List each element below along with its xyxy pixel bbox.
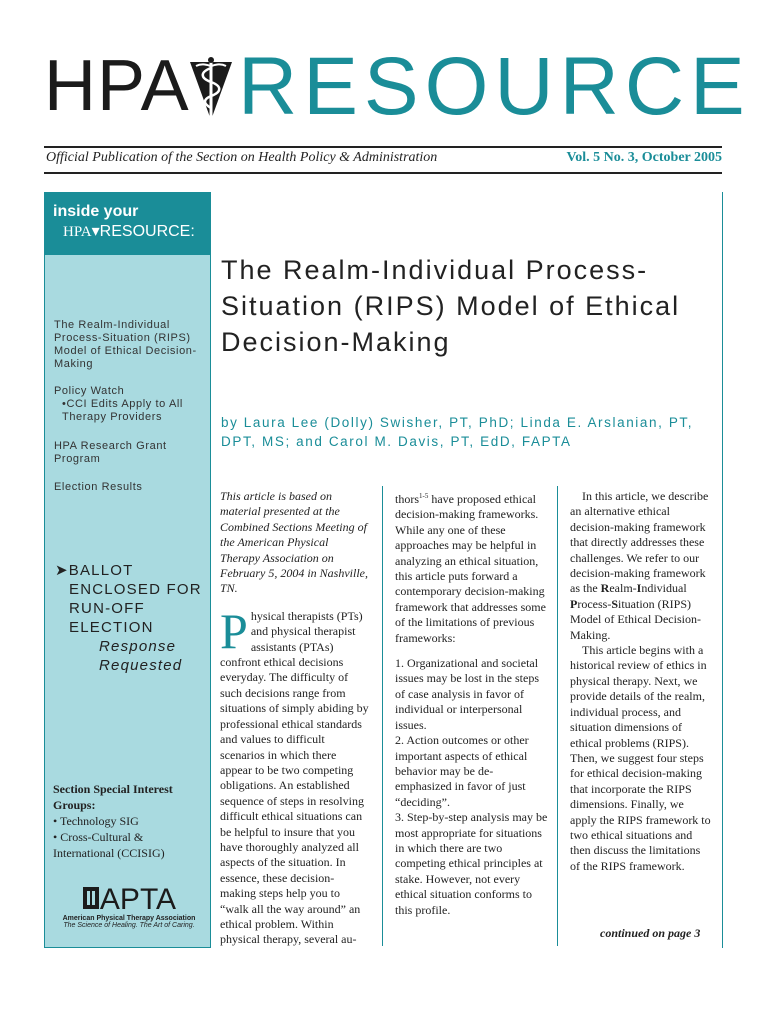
article-column-1 <box>220 489 370 948</box>
sidebar-item-policy-watch[interactable] <box>54 385 204 424</box>
col2-paragraph <box>395 489 548 646</box>
column-rule-1 <box>382 486 383 946</box>
article-byline: by Laura Lee (Dolly) Swisher, PT, PhD; Linda E. Arslanian, PT, DPT, MS; and Carol M. Davis, PT, EdD, FAPTA <box>221 415 694 449</box>
article-column-2 <box>395 489 548 918</box>
ballot-line4: ELECTION <box>69 619 154 636</box>
header-rule-top <box>44 146 722 148</box>
col3-paragraph-2: This article begins with a historical review of ethics in physical therapy. Next, we provide details of the realm, individual process, and situation dimensions of ethical problems (RIPS). Then, we suggest four steps for ethical decision-making that incorporate the RIPS dimensions. Finally, we apply the RIPS framework to two ethical situations and then discuss the limitations of the RIPS framework. <box>570 643 711 873</box>
sidebar-item-election-results[interactable]: Election Results <box>54 481 143 493</box>
sig-item: • Cross-Cultural & International (CCISIG) <box>53 830 165 860</box>
sidebar-item-label: Policy Watch <box>54 385 125 397</box>
sidebar-subitem-cci: •CCI Edits Apply to All Therapy Providers <box>62 398 183 423</box>
publication-line: Official Publication of the Section on Health Policy & Administration <box>46 150 438 165</box>
header-rule-bottom <box>44 172 722 174</box>
issue-info: Vol. 5 No. 3, October 2005 <box>566 150 722 165</box>
sidebar-header-caduceus-icon: ▾ <box>91 223 100 240</box>
article-title: The Realm-Individual Process-Situation (RIPS) Model of Ethical Decision-Making <box>221 255 681 357</box>
rips-letter-i: I <box>636 581 642 596</box>
masthead <box>0 0 768 150</box>
col2-list-item-1: 1. Organizational and societal issues may be lost in the steps of case analysis in favor of individual or interpersonal issues. <box>395 656 539 732</box>
apta-logo <box>53 883 205 929</box>
caduceus-icon <box>188 54 234 124</box>
sidebar-header-hpa: HPA <box>63 224 92 240</box>
ballot-line1: ➤BALLOT <box>55 562 134 579</box>
column-rule-2 <box>557 486 558 946</box>
sidebar <box>44 192 211 948</box>
continued-link[interactable]: continued on page 3 <box>600 926 701 940</box>
sig-list <box>53 781 205 861</box>
sidebar-item-rips[interactable]: The Realm-Individual Process-Situation (RIPS) Model of Ethical Decision-Making <box>54 319 197 370</box>
rips-word: rocess- <box>577 596 612 611</box>
sig-item: • Technology SIG <box>53 814 139 828</box>
ballot-response: Response <box>99 638 177 655</box>
ballot-line2: ENCLOSED FOR <box>69 581 202 598</box>
rips-letter-p: P <box>570 596 578 611</box>
right-rule <box>722 192 723 948</box>
article-column-3 <box>570 489 712 874</box>
ballot-notice <box>55 561 207 675</box>
sig-heading: Section Special Interest Groups: <box>53 782 173 812</box>
rips-word: ealm- <box>609 581 637 596</box>
article-lead-text: hysical therapists (PTs) and physical therapist assistants (PTAs) confront ethical decisions everyday. The difficulty of such decisions range from situations of simply abiding by professional ethical standards and values to difficult scenarios in which there appear to be two competing obligations. An established sequence of steps in resolving difficult ethical situations can be helpful to insure that you have thoroughly analyzed all aspects of the situation. In essence, these decision-making steps help you to “walk all the way around” an ethical problem. Within physical therapy, several au- <box>220 608 369 947</box>
footnote-ref: 1-5 <box>419 492 429 500</box>
sidebar-header-line2 <box>63 221 202 241</box>
rips-word: ituation (RIPS) Model of Ethical Decision-Making. <box>570 596 701 642</box>
drop-cap: P <box>220 602 248 659</box>
apta-org: American Physical Therapy Association <box>62 915 196 922</box>
sidebar-header-line1: inside your <box>53 203 139 220</box>
col3-paragraph-1 <box>570 489 712 643</box>
col2-list-item-3: 3. Step-by-step analysis may be most appropriate for situations in which there are two competing ethical principles at stake. However, not every ethical situation conforms to this profile. <box>395 810 548 917</box>
sidebar-header-resource: RESOURCE: <box>99 223 195 240</box>
apta-logo-icon <box>53 883 205 917</box>
article-lead-paragraph <box>220 602 370 948</box>
apta-figure-icon <box>82 885 100 911</box>
masthead-resource: RESOURCE <box>238 41 751 132</box>
col2-text: have proposed ethical decision-making frameworks. While any one of these approaches may be helpful in analyzing an ethical situation, this article puts forward a contemporary decision-making framework that addresses some of the limitations of previous frameworks: <box>395 492 546 645</box>
col2-start: thors <box>395 492 419 506</box>
rips-letter-s: S <box>611 596 619 611</box>
masthead-hpa: HPA <box>44 46 190 126</box>
sidebar-header <box>45 193 210 255</box>
apta-name: APTA <box>99 883 177 916</box>
article-intro: This article is based on material presented at the Combined Sections Meeting of the American Physical Therapy Association on February 5, 2004 in Nashville, TN. <box>220 489 368 596</box>
sidebar-item-research-grant[interactable]: HPA Research Grant Program <box>54 440 167 465</box>
ballot-line3: RUN-OFF <box>69 600 145 617</box>
apta-tagline: The Science of Healing. The Art of Caring. <box>63 922 195 929</box>
rips-word: ndividual <box>641 581 687 596</box>
ballot-requested: Requested <box>99 657 183 674</box>
rips-letter-r: R <box>600 581 610 596</box>
col3-text: In this article, we describe an alternative ethical decision-making framework that directly addresses these challenges. We refer to our decision-making framework as the <box>570 489 709 596</box>
col2-list-item-2: 2. Action outcomes or other important aspects of ethical behavior may be de-emphasized in favor of just “deciding”. <box>395 733 529 809</box>
